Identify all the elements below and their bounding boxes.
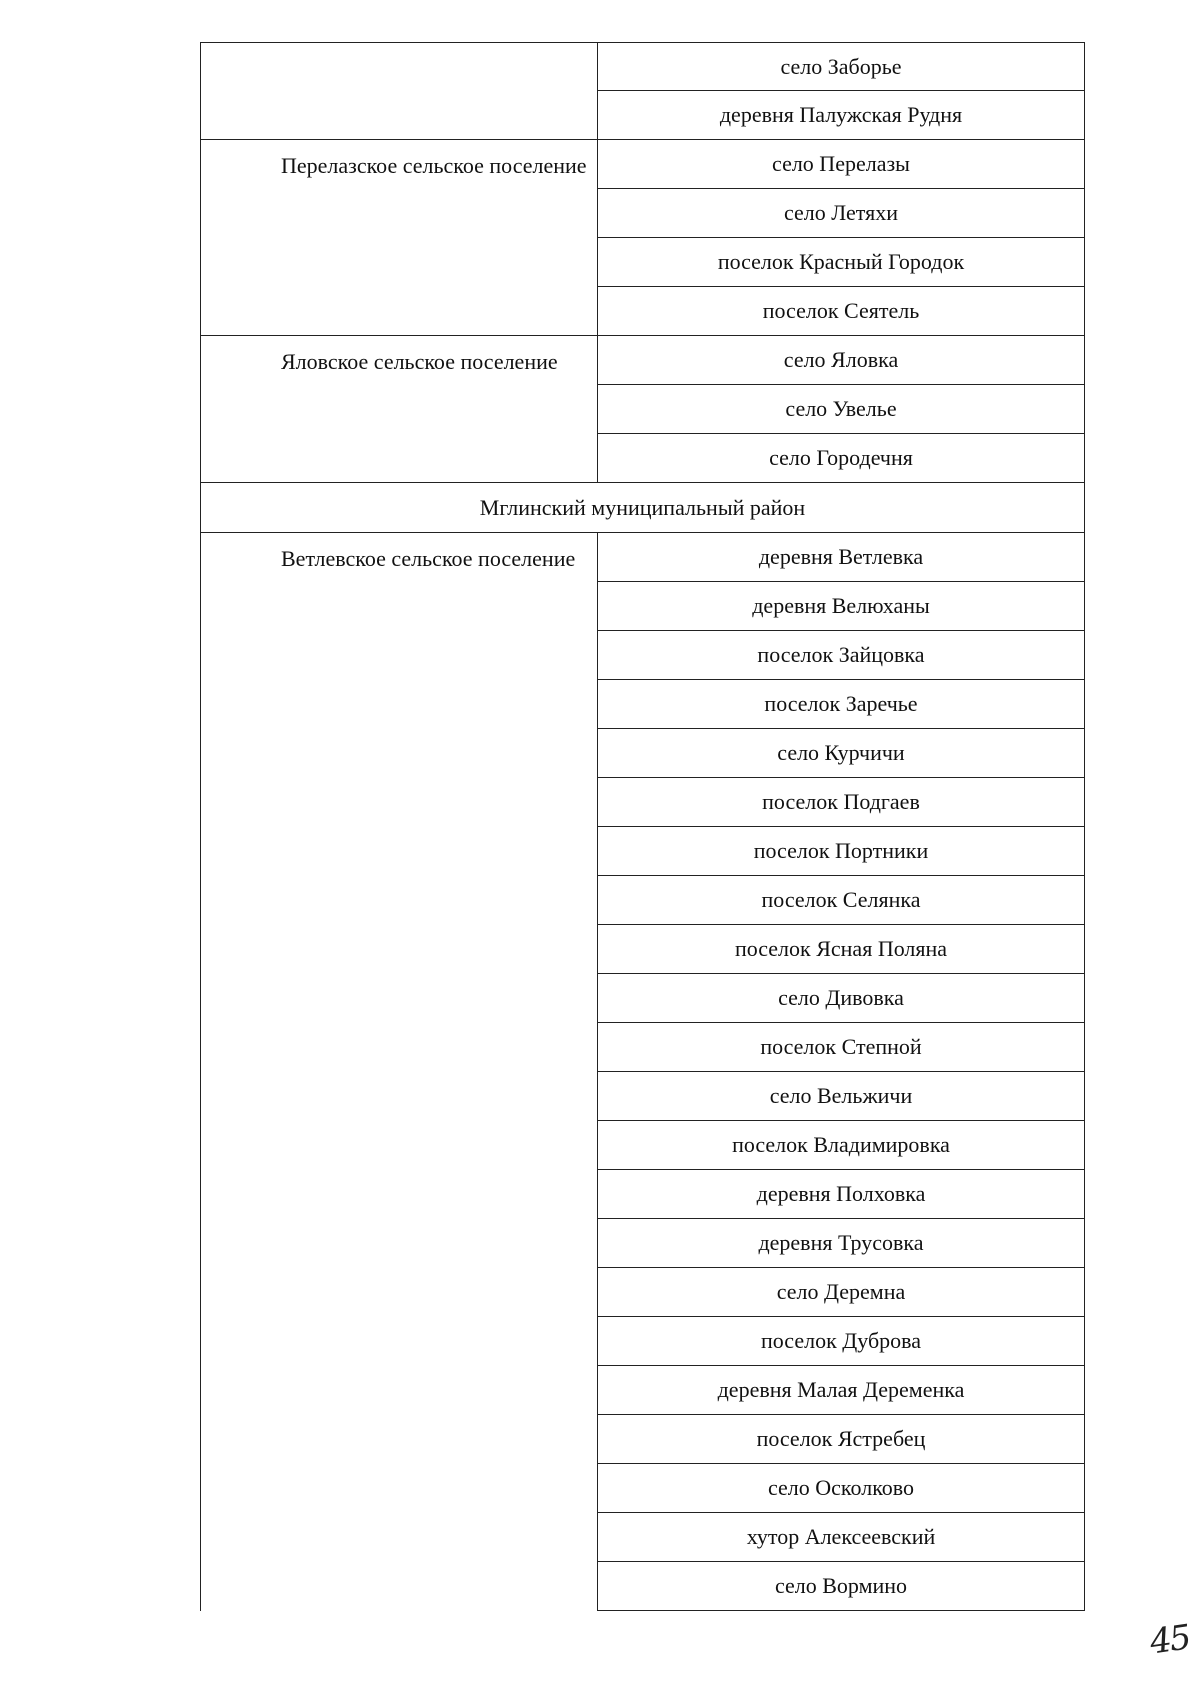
locality-cell: село Летяхи bbox=[598, 189, 1085, 238]
locality-cell: деревня Полховка bbox=[598, 1170, 1085, 1219]
locality-cell: поселок Ястребец bbox=[598, 1415, 1085, 1464]
locality-cell: село Яловка bbox=[598, 336, 1085, 385]
locality-cell: село Деремна bbox=[598, 1268, 1085, 1317]
locality-cell: поселок Селянка bbox=[598, 876, 1085, 925]
locality-cell: село Курчичи bbox=[598, 729, 1085, 778]
settlement-name: Ветлевское сельское поселение bbox=[281, 546, 576, 571]
locality-cell: село Вормино bbox=[598, 1562, 1085, 1611]
locality-cell: поселок Степной bbox=[598, 1023, 1085, 1072]
locality-cell: поселок Заречье bbox=[598, 680, 1085, 729]
locality-cell: поселок Красный Городок bbox=[598, 238, 1085, 287]
locality-cell: село Вельжичи bbox=[598, 1072, 1085, 1121]
settlement-name bbox=[201, 42, 597, 54]
locality-cell: деревня Велюханы bbox=[598, 582, 1085, 631]
locality-cell: деревня Трусовка bbox=[598, 1219, 1085, 1268]
settlement-name: Яловское сельское поселение bbox=[281, 349, 558, 374]
page-number: 45 bbox=[1147, 1617, 1192, 1663]
locality-cell: село Заборье bbox=[598, 42, 1085, 91]
locality-cell: поселок Портники bbox=[598, 827, 1085, 876]
locality-cell: поселок Владимировка bbox=[598, 1121, 1085, 1170]
locality-cell: село Осколково bbox=[598, 1464, 1085, 1513]
locality-cell: поселок Подгаев bbox=[598, 778, 1085, 827]
locality-cell: деревня Палужская Рудня bbox=[598, 91, 1085, 140]
locality-cell: деревня Ветлевка bbox=[598, 533, 1085, 582]
settlement-cell bbox=[200, 533, 598, 1611]
locality-cell: хутор Алексеевский bbox=[598, 1513, 1085, 1562]
settlement-cell bbox=[200, 336, 598, 483]
locality-cell: село Городечня bbox=[598, 434, 1085, 483]
locality-cell: поселок Дуброва bbox=[598, 1317, 1085, 1366]
locality-cell: поселок Ясная Поляна bbox=[598, 925, 1085, 974]
locality-cell: село Перелазы bbox=[598, 140, 1085, 189]
settlement-name: Перелазское сельское поселение bbox=[281, 153, 587, 178]
locality-cell: село Дивовка bbox=[598, 974, 1085, 1023]
locality-cell: поселок Зайцовка bbox=[598, 631, 1085, 680]
district-heading-row: Мглинский муниципальный район bbox=[200, 483, 1085, 533]
locality-cell: село Увелье bbox=[598, 385, 1085, 434]
locality-cell: деревня Малая Деременка bbox=[598, 1366, 1085, 1415]
settlement-cell bbox=[200, 42, 598, 140]
locality-cell: поселок Сеятель bbox=[598, 287, 1085, 336]
settlement-cell bbox=[200, 140, 598, 336]
